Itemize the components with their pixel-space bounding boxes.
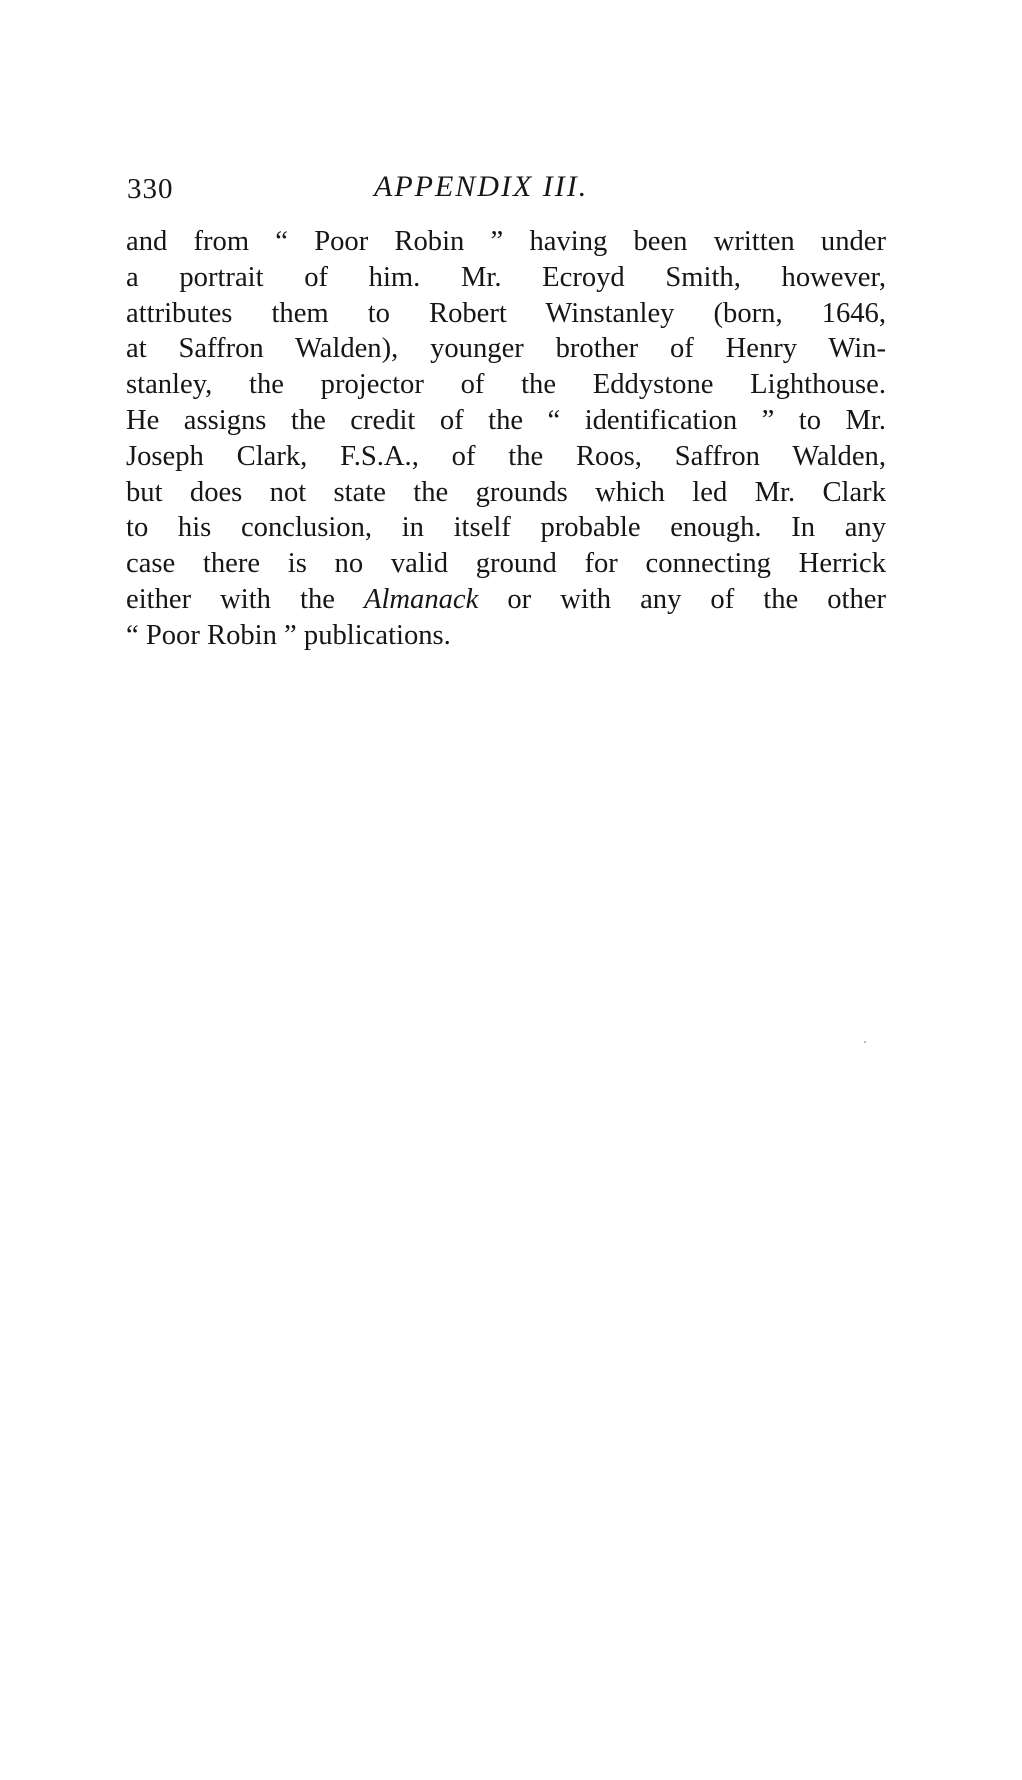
text-line: Joseph Clark, F.S.A., of the Roos, Saffron Walden, xyxy=(126,440,886,472)
text-line xyxy=(126,582,886,618)
paper-speck xyxy=(864,1041,866,1043)
text-segment: either with the xyxy=(126,583,364,615)
text-segment: or with any of the other xyxy=(478,583,886,615)
text-line: at Saffron Walden), younger brother of Henry Win- xyxy=(126,333,886,365)
text-line: and from “ Poor Robin ” having been written under xyxy=(126,226,886,257)
text-line: attributes them to Robert Winstanley (born, 1646, xyxy=(126,297,886,329)
text-line: “ Poor Robin ” publications. xyxy=(126,619,451,651)
text-line: case there is no valid ground for connecting Herrick xyxy=(126,548,886,580)
text-line: but does not state the grounds which led Mr. Clark xyxy=(126,476,886,508)
body-paragraph xyxy=(126,224,886,654)
running-title: APPENDIX III. xyxy=(374,170,589,203)
text-line: a portrait of him. Mr. Ecroyd Smith, however, xyxy=(126,261,886,293)
text-line: stanley, the projector of the Eddystone Lighthouse. xyxy=(126,369,886,401)
page-number: 330 xyxy=(127,173,174,205)
italic-title: Almanack xyxy=(363,583,479,615)
text-line: He assigns the credit of the “ identification ” to Mr. xyxy=(126,404,886,436)
text-line: to his conclusion, in itself probable enough. In any xyxy=(126,512,886,544)
running-head xyxy=(127,170,887,213)
